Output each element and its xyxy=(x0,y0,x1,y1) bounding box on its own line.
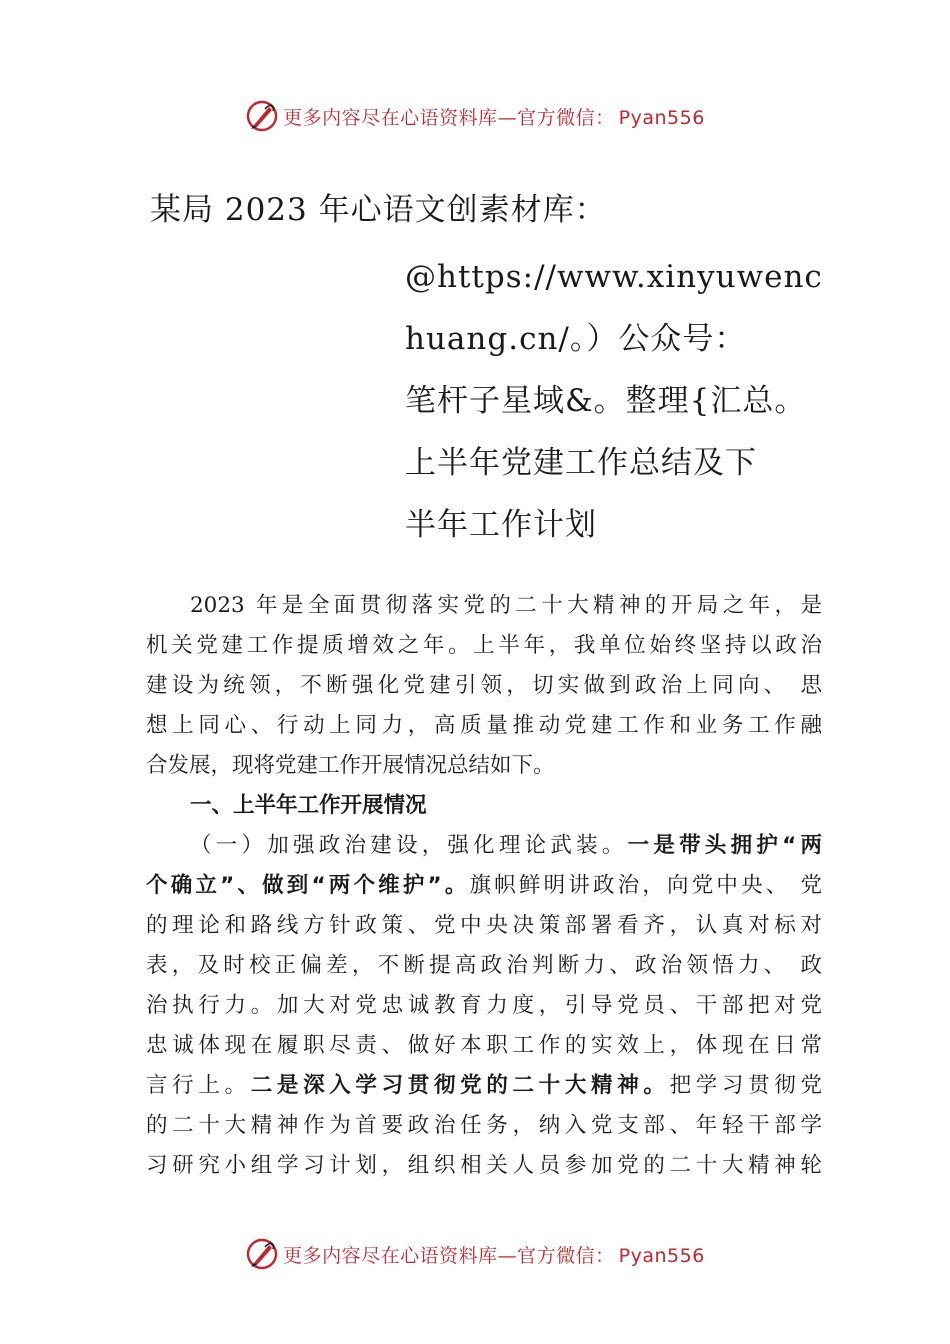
para-line-7-rest: 把学习贯彻党 xyxy=(669,1073,822,1098)
intro-line-4: 想上同心、行动上同力，高质量推动党建工作和业务工作融 xyxy=(146,713,822,738)
para-line-3: 的理论和路线方针政策、党中央决策部署看齐，认真对标对 xyxy=(146,913,822,938)
para-line-4: 表，及时校正偏差，不断提高政治判断力、政治领悟力、 政 xyxy=(146,953,822,978)
banner-text xyxy=(283,1241,705,1268)
intro-line-3: 建设为统领，不断强化党建引领，切实做到政治上同向、 思 xyxy=(146,673,822,698)
intro-line-2: 机关党建工作提质增效之年。上半年，我单位始终坚持以政治 xyxy=(146,633,822,658)
title-line-5: 上半年党建工作总结及下 xyxy=(405,445,757,481)
para-line-1 xyxy=(146,826,822,866)
header-watermark-banner xyxy=(0,96,950,136)
banner-text xyxy=(283,103,705,130)
title-line-2: @https://www.xinyuwenc xyxy=(405,259,823,295)
bold-phrase-1a: 一是带头拥护“两 xyxy=(627,833,822,858)
banner-label: 更多内容尽在心语资料库—官方微信： xyxy=(283,1244,615,1267)
intro-line-1: 2023 年是全面贯彻落实党的二十大精神的开局之年，是 xyxy=(190,593,822,618)
quill-pen-logo-icon xyxy=(245,1237,279,1271)
para-line-6: 忠诚体现在履职尽责、做好本职工作的实效上，体现在日常 xyxy=(146,1033,822,1058)
para-line-7-pre: 言行上。 xyxy=(146,1073,251,1098)
para-prefix: （一）加强政治建设，强化理论武装。 xyxy=(190,833,628,858)
intro-line-5: 合发展，现将党建工作开展情况总结如下。 xyxy=(146,753,555,778)
para-line-5: 治执行力。加大对党忠诚教育力度，引导党员、干部把对党 xyxy=(146,993,822,1018)
bold-phrase-2: 二是深入学习贯彻党的二十大精神。 xyxy=(250,1073,670,1098)
title-line-6: 半年工作计划 xyxy=(405,507,597,543)
title-line-1: 某局 2023 年心语文创素材库： xyxy=(150,192,607,228)
document-body xyxy=(146,586,822,1186)
para-line-2 xyxy=(146,866,822,906)
para-line-9: 习研究小组学习计划，组织相关人员参加党的二十大精神轮 xyxy=(146,1153,822,1178)
para-line-7 xyxy=(146,1066,822,1106)
title-line-3: huang.cn/。）公众号： xyxy=(405,321,747,357)
section-heading: 一、上半年工作开展情况 xyxy=(190,793,427,818)
para-line-2-rest: 旗帜鲜明讲政治，向党中央、 党 xyxy=(469,873,822,898)
quill-pen-logo-icon xyxy=(245,99,279,133)
footer-watermark-banner xyxy=(0,1234,950,1274)
wechat-id: Pyan556 xyxy=(618,106,705,129)
bold-phrase-1b: 个确立”、做到“两个维护”。 xyxy=(146,873,470,898)
para-line-8: 的二十大精神作为首要政治任务，纳入党支部、年轻干部学 xyxy=(146,1113,822,1138)
title-block xyxy=(405,246,845,556)
wechat-id: Pyan556 xyxy=(618,1244,705,1267)
banner-label: 更多内容尽在心语资料库—官方微信： xyxy=(283,106,615,129)
title-line-4: 笔杆子星域&。整理{汇总。 xyxy=(405,383,807,419)
